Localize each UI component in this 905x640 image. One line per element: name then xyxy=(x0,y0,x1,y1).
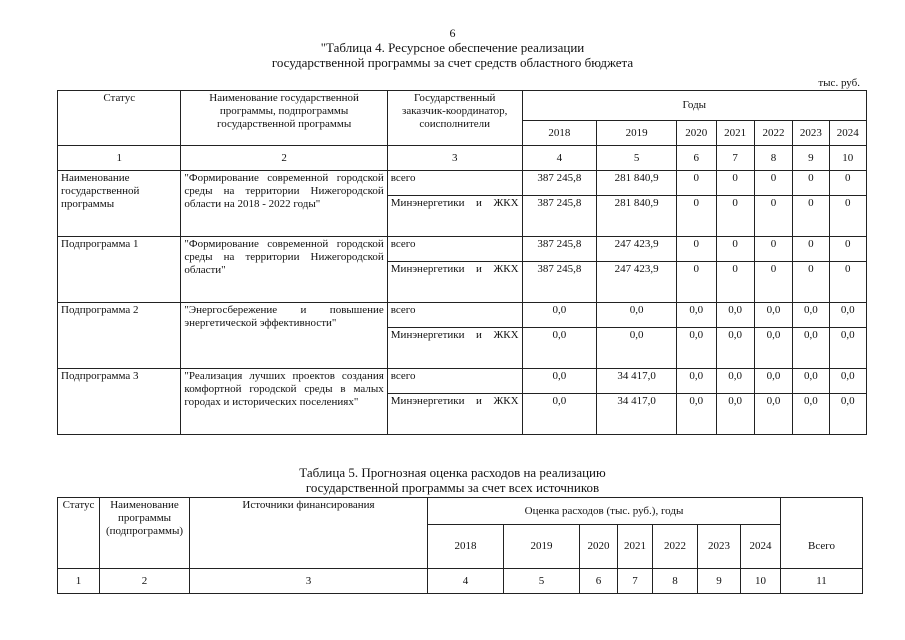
row-value: 387 245,8 xyxy=(522,262,597,303)
row-value: 387 245,8 xyxy=(522,237,597,262)
row-customer: всего xyxy=(387,171,522,196)
t5-column-number: 8 xyxy=(653,569,698,594)
row-value: 0,0 xyxy=(677,328,716,369)
row-value: 0,0 xyxy=(829,328,866,369)
t5-column-number: 1 xyxy=(58,569,100,594)
row-value: 0 xyxy=(829,262,866,303)
row-value: 0,0 xyxy=(793,369,829,394)
t5-header-year: 2018 xyxy=(428,525,504,569)
column-number: 6 xyxy=(677,146,716,171)
t5-header-year: 2020 xyxy=(580,525,618,569)
row-value: 0,0 xyxy=(677,369,716,394)
row-value: 0 xyxy=(829,237,866,262)
t5-header-program-name: Наименование программы (подпрограммы) xyxy=(100,498,190,569)
row-value: 0 xyxy=(677,171,716,196)
header-year: 2018 xyxy=(522,121,597,146)
row-value: 0 xyxy=(716,262,754,303)
t5-header-estimate: Оценка расходов (тыс. руб.), годы xyxy=(428,498,781,525)
table4-title xyxy=(0,40,905,70)
row-value: 0,0 xyxy=(754,328,792,369)
header-year: 2023 xyxy=(793,121,829,146)
table-row xyxy=(58,369,867,394)
row-value: 0 xyxy=(793,237,829,262)
table-row xyxy=(58,303,867,328)
row-status: Подпрограмма 1 xyxy=(58,237,181,303)
row-customer: всего xyxy=(387,369,522,394)
t5-header-year: 2023 xyxy=(698,525,741,569)
column-number: 5 xyxy=(597,146,677,171)
column-number: 2 xyxy=(181,146,387,171)
row-value: 0 xyxy=(716,171,754,196)
t5-column-number: 6 xyxy=(580,569,618,594)
header-status: Статус xyxy=(58,91,181,146)
row-value: 0 xyxy=(754,262,792,303)
row-customer: Минэнергетики и ЖКХ xyxy=(387,262,522,303)
row-value: 0 xyxy=(677,262,716,303)
row-value: 0,0 xyxy=(754,394,792,435)
t5-column-number: 10 xyxy=(741,569,781,594)
row-value: 0 xyxy=(793,196,829,237)
header-years: Годы xyxy=(522,91,866,121)
row-value: 0,0 xyxy=(829,369,866,394)
header-year: 2021 xyxy=(716,121,754,146)
row-customer: Минэнергетики и ЖКХ xyxy=(387,328,522,369)
header-year: 2019 xyxy=(597,121,677,146)
row-value: 0,0 xyxy=(793,394,829,435)
row-value: 281 840,9 xyxy=(597,196,677,237)
row-value: 0,0 xyxy=(793,328,829,369)
t5-column-number: 11 xyxy=(781,569,863,594)
row-program-name: "Реализация лучших проектов создания комфортной городской среды в малых городах и исторических поселениях" xyxy=(181,369,387,435)
row-value: 0,0 xyxy=(716,369,754,394)
row-value: 0 xyxy=(829,196,866,237)
table4-title-line2: государственной программы за счет средств областного бюджета xyxy=(271,55,634,70)
row-value: 0 xyxy=(677,237,716,262)
row-value: 0,0 xyxy=(522,369,597,394)
row-customer: Минэнергетики и ЖКХ xyxy=(387,196,522,237)
expense-forecast-table xyxy=(57,497,863,594)
t5-header-total-top xyxy=(781,498,863,525)
row-value: 0,0 xyxy=(677,394,716,435)
row-value: 0,0 xyxy=(522,328,597,369)
header-year: 2022 xyxy=(754,121,792,146)
row-value: 281 840,9 xyxy=(597,171,677,196)
row-status: Подпрограмма 2 xyxy=(58,303,181,369)
column-number: 7 xyxy=(716,146,754,171)
t5-column-number: 4 xyxy=(428,569,504,594)
t5-header-year: 2024 xyxy=(741,525,781,569)
table5-title-line1: Таблица 5. Прогнозная оценка расходов на реализацию xyxy=(299,465,606,480)
row-value: 0,0 xyxy=(597,303,677,328)
t5-header-year: 2022 xyxy=(653,525,698,569)
column-number: 8 xyxy=(754,146,792,171)
table-row xyxy=(58,237,867,262)
row-status: Подпрограмма 3 xyxy=(58,369,181,435)
row-value: 247 423,9 xyxy=(597,237,677,262)
row-value: 0,0 xyxy=(716,394,754,435)
row-value: 0,0 xyxy=(716,303,754,328)
row-program-name: "Энергосбережение и повышение энергетической эффективности" xyxy=(181,303,387,369)
row-value: 0,0 xyxy=(829,394,866,435)
column-number: 10 xyxy=(829,146,866,171)
row-value: 0,0 xyxy=(522,303,597,328)
table5-title xyxy=(0,465,905,495)
t5-header-status: Статус xyxy=(58,498,100,569)
page-number: 6 xyxy=(449,26,456,40)
t5-header-year: 2021 xyxy=(618,525,653,569)
row-value: 0,0 xyxy=(597,328,677,369)
t5-header-total: Всего xyxy=(781,525,863,569)
row-status: Наименование государственной программы xyxy=(58,171,181,237)
row-customer: Минэнергетики и ЖКХ xyxy=(387,394,522,435)
row-value: 0 xyxy=(754,171,792,196)
row-customer: всего xyxy=(387,237,522,262)
row-value: 34 417,0 xyxy=(597,369,677,394)
t5-column-number: 2 xyxy=(100,569,190,594)
header-year: 2024 xyxy=(829,121,866,146)
t5-column-number: 3 xyxy=(190,569,428,594)
row-value: 0 xyxy=(793,262,829,303)
table-row xyxy=(58,171,867,196)
column-number: 4 xyxy=(522,146,597,171)
row-value: 0,0 xyxy=(754,369,792,394)
row-value: 0,0 xyxy=(677,303,716,328)
row-program-name: "Формирование современной городской среды на территории Нижегородской области на 2018 - 2022 годы" xyxy=(181,171,387,237)
row-value: 0,0 xyxy=(793,303,829,328)
column-number: 1 xyxy=(58,146,181,171)
row-value: 387 245,8 xyxy=(522,171,597,196)
header-customer: Государственный заказчик-координатор, соисполнители xyxy=(387,91,522,146)
t5-header-sources: Источники финансирования xyxy=(190,498,428,569)
row-value: 0 xyxy=(754,196,792,237)
row-value: 247 423,9 xyxy=(597,262,677,303)
row-value: 0 xyxy=(677,196,716,237)
row-value: 0,0 xyxy=(716,328,754,369)
resource-table xyxy=(57,90,867,435)
t5-column-number: 7 xyxy=(618,569,653,594)
row-value: 34 417,0 xyxy=(597,394,677,435)
row-value: 0 xyxy=(716,196,754,237)
row-customer: всего xyxy=(387,303,522,328)
table4-title-line1: "Таблица 4. Ресурсное обеспечение реализации xyxy=(320,40,585,55)
row-value: 387 245,8 xyxy=(522,196,597,237)
row-value: 0 xyxy=(716,237,754,262)
t5-column-number: 5 xyxy=(504,569,580,594)
row-value: 0 xyxy=(754,237,792,262)
t5-header-year: 2019 xyxy=(504,525,580,569)
column-number: 9 xyxy=(793,146,829,171)
column-number: 3 xyxy=(387,146,522,171)
row-value: 0,0 xyxy=(829,303,866,328)
row-value: 0,0 xyxy=(522,394,597,435)
units-label: тыс. руб. xyxy=(818,77,860,89)
header-program-name: Наименование государственной программы, подпрограммы государственной программы xyxy=(181,91,387,146)
header-year: 2020 xyxy=(677,121,716,146)
t5-column-number: 9 xyxy=(698,569,741,594)
row-value: 0 xyxy=(793,171,829,196)
table5-title-line2: государственной программы за счет всех источников xyxy=(305,480,600,495)
row-value: 0,0 xyxy=(754,303,792,328)
row-value: 0 xyxy=(829,171,866,196)
row-program-name: "Формирование современной городской среды на территории Нижегородской области" xyxy=(181,237,387,303)
